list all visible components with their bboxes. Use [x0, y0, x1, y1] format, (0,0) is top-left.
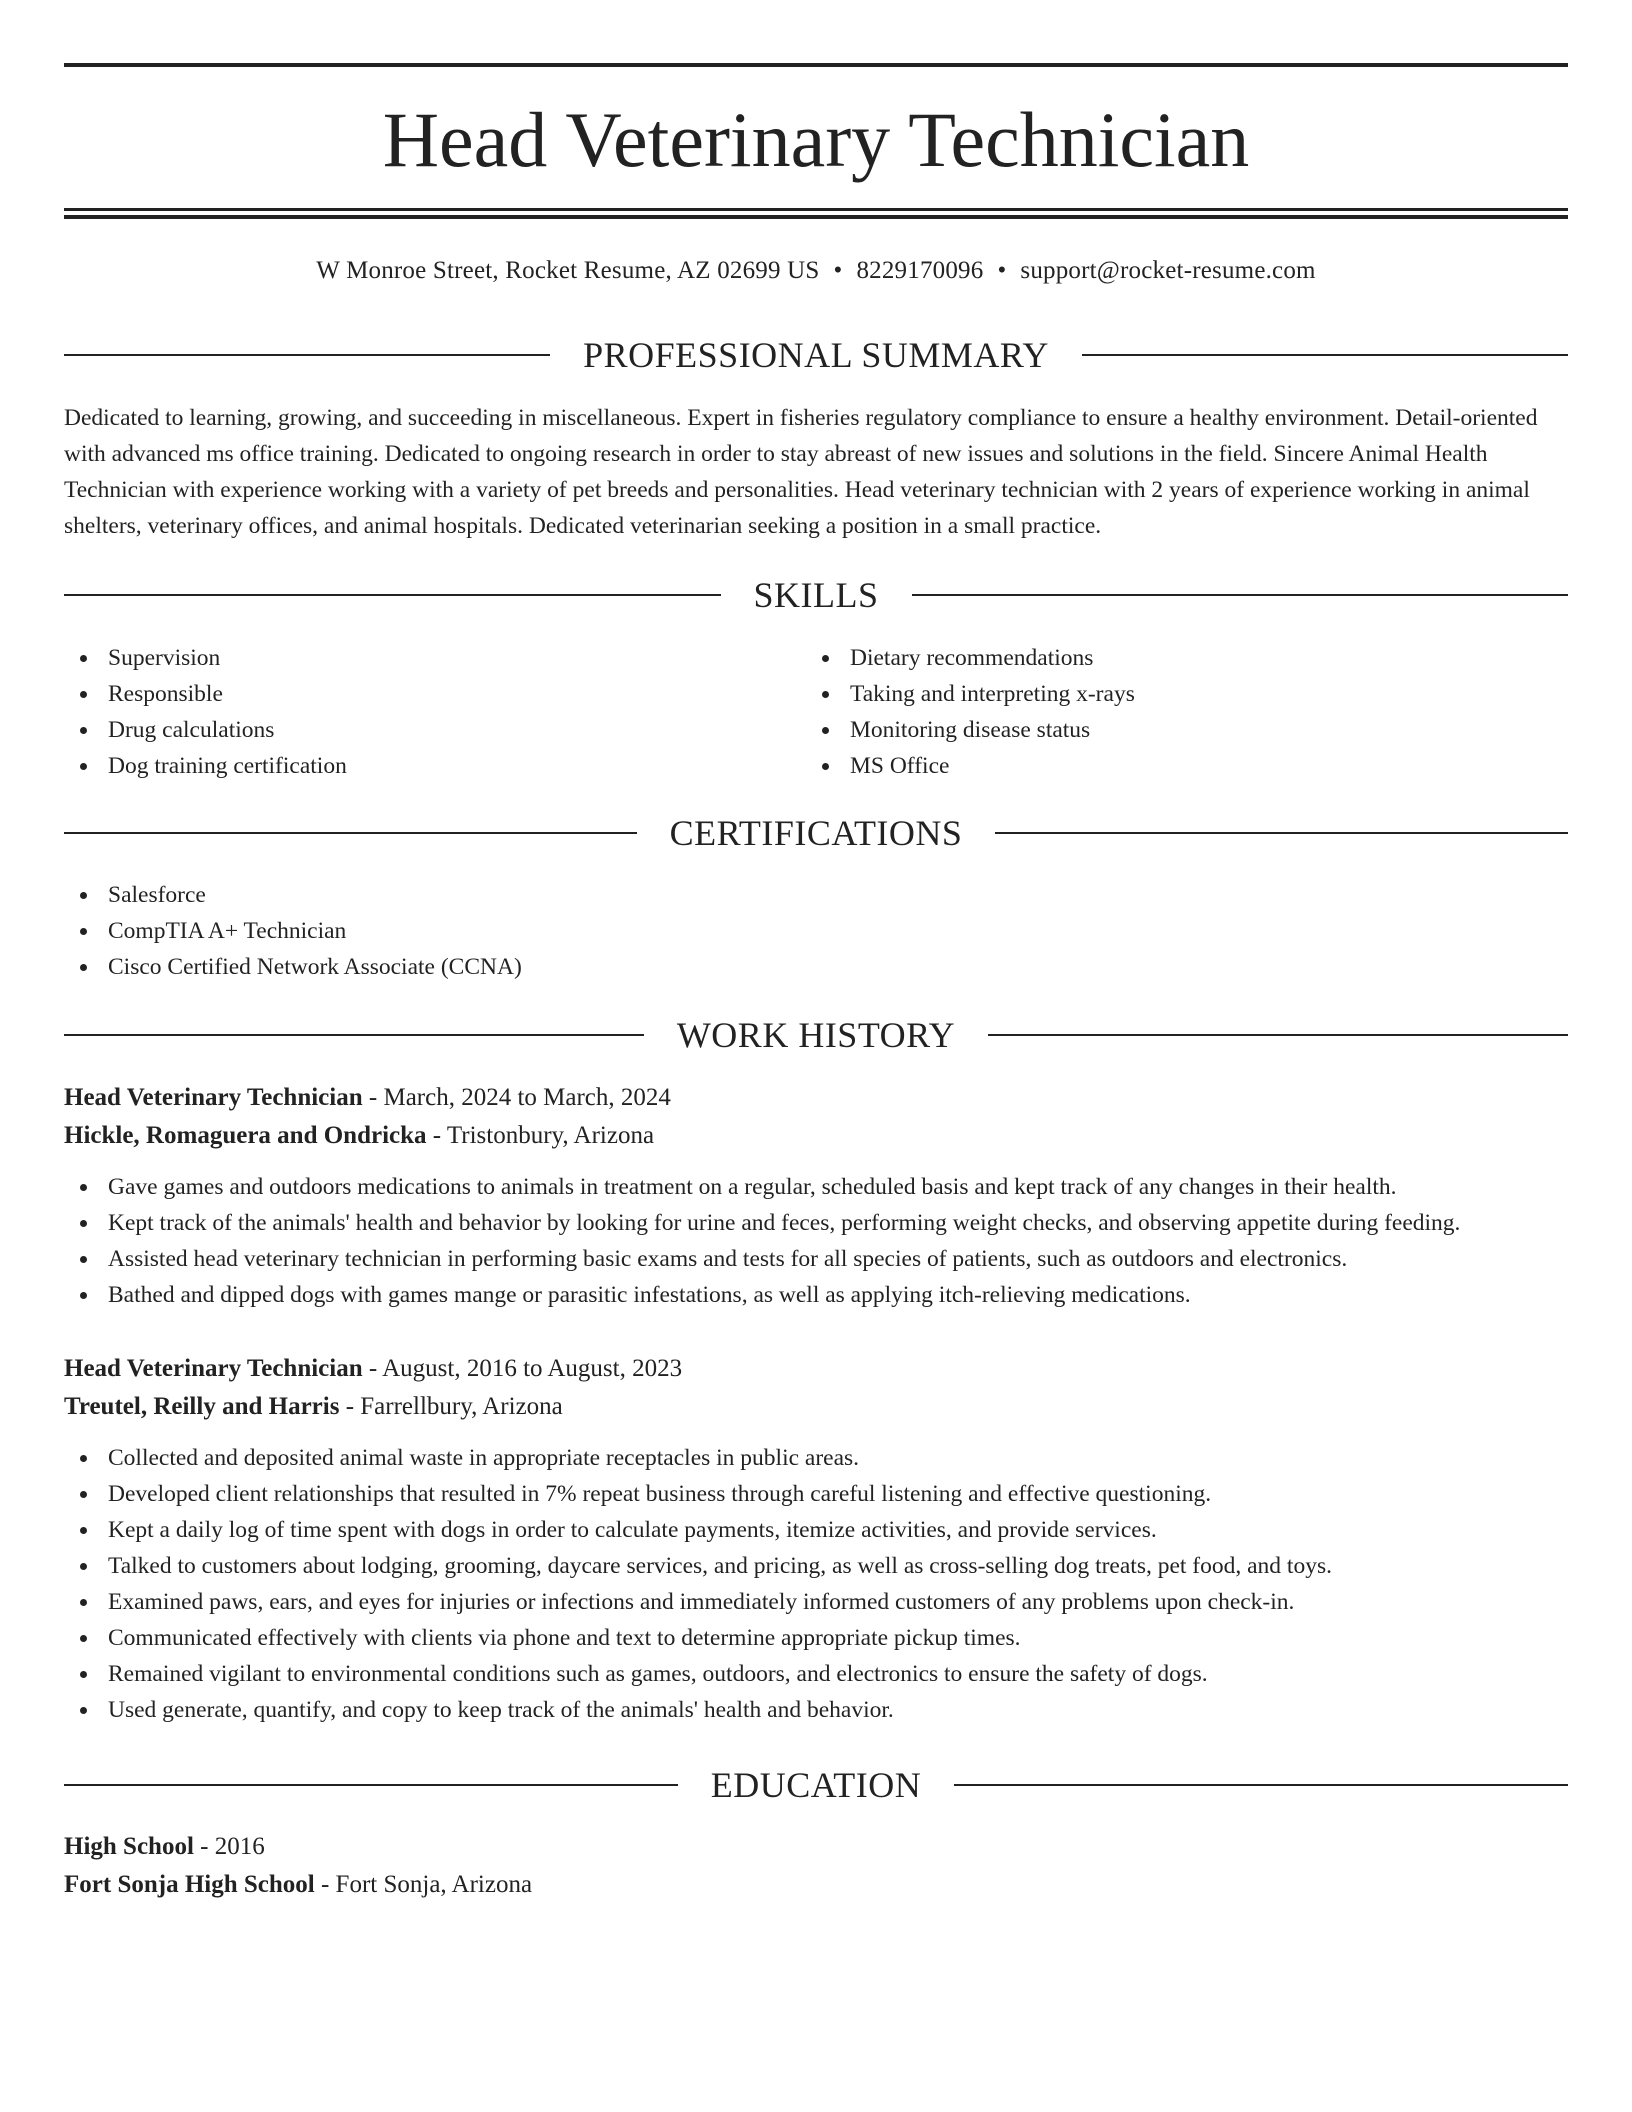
skill-item: Taking and interpreting x-rays — [806, 676, 1548, 712]
skills-list — [64, 640, 1568, 784]
section-rule — [64, 594, 721, 596]
contact-address: W Monroe Street, Rocket Resume, AZ 02699 US — [316, 257, 820, 284]
job-title-line — [64, 1350, 1568, 1388]
education-degree-line — [64, 1828, 1568, 1866]
section-rule — [988, 1034, 1568, 1036]
job-duty-item: Examined paws, ears, and eyes for injuries or infections and immediately informed customers of any problems upon check-in. — [64, 1584, 1568, 1620]
job-title: Head Veterinary Technician — [64, 1355, 363, 1382]
education-section-header — [64, 1763, 1568, 1807]
skills-column-left — [64, 640, 806, 784]
work-heading: WORK HISTORY — [676, 1015, 956, 1055]
section-rule — [64, 1034, 644, 1036]
job-duty-item: Communicated effectively with clients via phone and text to determine appropriate pickup times. — [64, 1620, 1568, 1656]
section-rule — [1082, 354, 1568, 356]
skill-item: Monitoring disease status — [806, 712, 1548, 748]
skill-item: Dog training certification — [64, 748, 806, 784]
job-company: Hickle, Romaguera and Ondricka — [64, 1122, 427, 1149]
job-duty-item: Kept a daily log of time spent with dogs in order to calculate payments, itemize activities, and provide services. — [64, 1512, 1568, 1548]
contact-separator: • — [997, 257, 1007, 284]
contact-line — [64, 254, 1568, 288]
skills-column-right — [806, 640, 1548, 784]
certifications-section-header — [64, 811, 1568, 855]
certifications-list — [64, 877, 1568, 985]
job-location: - Tristonbury, Arizona — [426, 1122, 655, 1149]
contact-separator: • — [833, 257, 843, 284]
job-duty-item: Collected and deposited animal waste in appropriate receptacles in public areas. — [64, 1440, 1568, 1476]
job-title: Head Veterinary Technician — [64, 1084, 363, 1111]
job-duty-item: Developed client relationships that resulted in 7% repeat business through careful listening and effective questioning. — [64, 1476, 1568, 1512]
job-duty-item: Kept track of the animals' health and behavior by looking for urine and feces, performing weight checks, and observing appetite during feeding. — [64, 1205, 1568, 1241]
section-rule — [64, 354, 550, 356]
education-location: - Fort Sonja, Arizona — [314, 1871, 533, 1898]
certification-item: Salesforce — [64, 877, 1568, 913]
job-duty-item: Remained vigilant to environmental conditions such as games, outdoors, and electronics to ensure the safety of dogs. — [64, 1656, 1568, 1692]
job-dates: - August, 2016 to August, 2023 — [362, 1355, 683, 1382]
job-entry — [64, 1079, 1568, 1313]
job-duty-item: Gave games and outdoors medications to animals in treatment on a regular, scheduled basis and kept track of any changes in their health. — [64, 1169, 1568, 1205]
summary-heading: PROFESSIONAL SUMMARY — [583, 335, 1049, 375]
certifications-heading: CERTIFICATIONS — [669, 813, 963, 853]
skills-heading: SKILLS — [753, 575, 879, 615]
double-rule — [64, 208, 1568, 219]
education-entry — [64, 1828, 1568, 1904]
skill-item: Responsible — [64, 676, 806, 712]
contact-phone: 8229170096 — [856, 257, 984, 284]
section-rule — [954, 1784, 1568, 1786]
education-degree: High School — [64, 1833, 194, 1860]
job-dates: - March, 2024 to March, 2024 — [362, 1084, 671, 1111]
job-duty-item: Talked to customers about lodging, grooming, daycare services, and pricing, as well as cross-selling dog treats, pet food, and toys. — [64, 1548, 1568, 1584]
job-duties-list — [64, 1169, 1568, 1313]
certification-item: CompTIA A+ Technician — [64, 913, 1568, 949]
job-duty-item: Used generate, quantify, and copy to keep track of the animals' health and behavior. — [64, 1692, 1568, 1728]
section-rule — [64, 1784, 678, 1786]
skill-item: Dietary recommendations — [806, 640, 1548, 676]
skills-section-header — [64, 573, 1568, 617]
summary-section-header — [64, 333, 1568, 377]
section-rule — [64, 832, 637, 834]
job-entry — [64, 1350, 1568, 1728]
section-rule — [912, 594, 1569, 596]
education-school-line — [64, 1866, 1568, 1904]
summary-text: Dedicated to learning, growing, and succeeding in miscellaneous. Expert in fisheries regulatory compliance to ensure a healthy environment. Detail-oriented with advanced ms office training. Dedicated to ongoing research in order to stay abreast of new issues and solutions in the field. Sincere Animal Health Technician with experience working with a variety of pet breeds and personalities. Head veterinary technician with 2 years of experience working in animal shelters, veterinary offices, and animal hospitals. Dedicated veterinarian seeking a position in a small practice. — [64, 405, 1538, 539]
skill-item: MS Office — [806, 748, 1548, 784]
education-year: - 2016 — [193, 1833, 265, 1860]
job-duty-item: Bathed and dipped dogs with games mange or parasitic infestations, as well as applying itch-relieving medications. — [64, 1277, 1568, 1313]
resume-name-heading: Head Veterinary Technician — [382, 96, 1250, 183]
skill-item: Supervision — [64, 640, 806, 676]
job-location: - Farrellbury, Arizona — [339, 1393, 563, 1420]
work-section-header — [64, 1013, 1568, 1057]
skill-item: Drug calculations — [64, 712, 806, 748]
education-heading: EDUCATION — [710, 1765, 922, 1805]
job-company-line — [64, 1117, 1568, 1155]
section-rule — [995, 832, 1568, 834]
top-rule — [64, 63, 1568, 67]
job-duty-item: Assisted head veterinary technician in performing basic exams and tests for all species of patients, such as outdoors and electronics. — [64, 1241, 1568, 1277]
job-company-line — [64, 1388, 1568, 1426]
certification-item: Cisco Certified Network Associate (CCNA) — [64, 949, 1568, 985]
job-title-line — [64, 1079, 1568, 1117]
job-company: Treutel, Reilly and Harris — [64, 1393, 340, 1420]
job-duties-list — [64, 1440, 1568, 1728]
contact-email: support@rocket-resume.com — [1020, 257, 1316, 284]
education-school: Fort Sonja High School — [64, 1871, 315, 1898]
